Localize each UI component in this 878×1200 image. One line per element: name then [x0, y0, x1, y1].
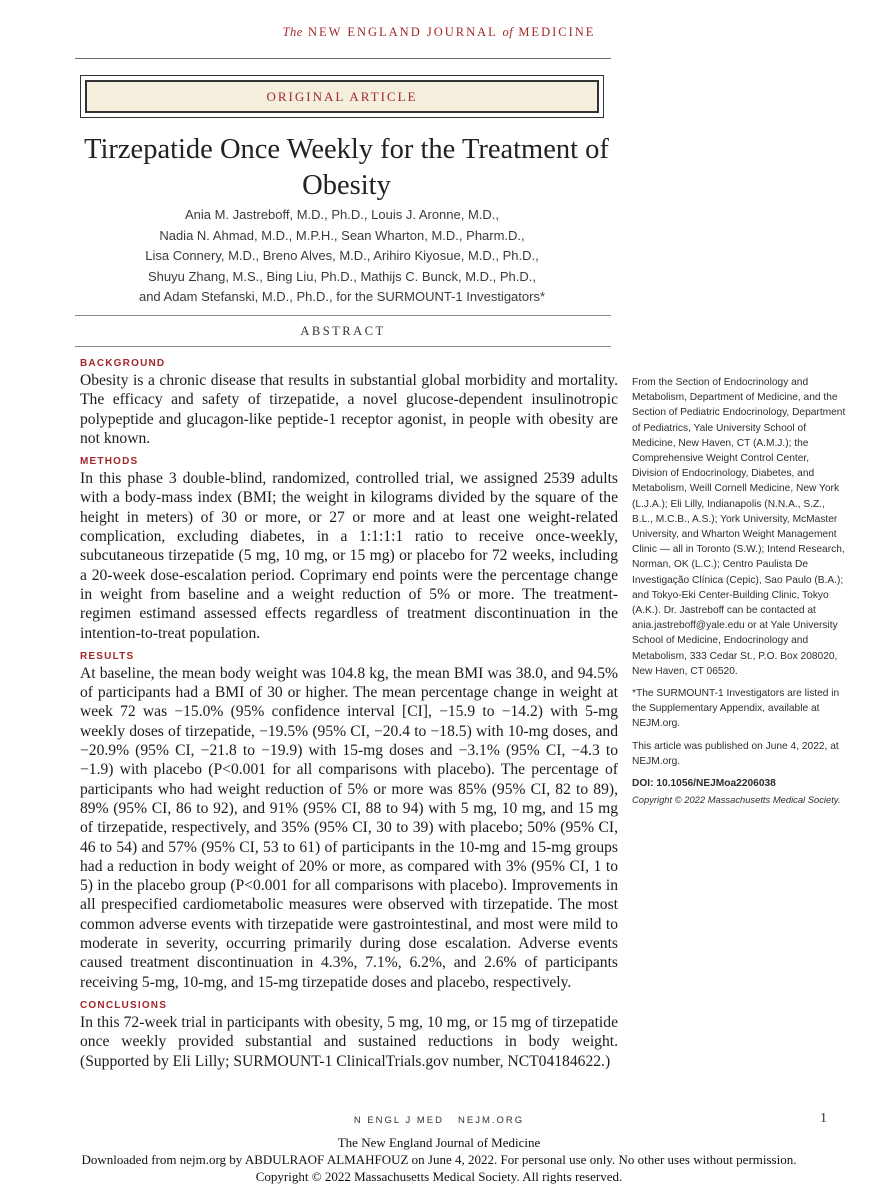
page-number: 1 [820, 1111, 827, 1126]
published-note: This article was published on June 4, 2022, at NEJM.org. [632, 740, 839, 767]
article-type-label: ORIGINAL ARTICLE [266, 88, 418, 104]
doi-text: DOI: 10.1056/NEJMoa2206038 [632, 778, 776, 790]
page-footer [0, 1115, 878, 1126]
investigators-note: *The SURMOUNT-1 Investigators are listed in the Supplementary Appendix, available at NEJM.org. [632, 688, 840, 730]
masthead-journal: NEW ENGLAND JOURNAL [307, 25, 498, 39]
footer-journal-abbrev: N ENGL J MED [353, 1115, 445, 1126]
download-journal-line: The New England Journal of Medicine [337, 1135, 541, 1150]
author-line: and Adam Stefanski, M.D., Ph.D., for the SURMOUNT-1 Investigators* [138, 289, 546, 305]
article-type-inner [85, 80, 599, 113]
sidebar-notes [632, 375, 846, 814]
affiliations-text: From the Section of Endocrinology and Metabolism, Department of Medicine, and the Section of Pediatric Endocrinology, Department of Pediatrics, Yale University School of Medicine, New Haven, CT (A.M.J.); the Comprehensive Weight Control Center, Division of Endocrinology, Diabetes, and Metabolism, Weill Cornell Medicine, New York (L.J.A.); Eli Lilly, Indianapolis (N.N.A., S.Z., B.L., M.C.B., A.S.); York University, McMaster University, and Wharton Weight Management Clinic — all in Toronto (S.W.); Intend Research, Norman, OK (L.C.); Centro Paulista De Investigação Clínica (Cepic), Sao Paulo (B.A.); and Tokyo-Eki Center-Building Clinic, Tokyo (A.K.). Dr. Jastreboff can be contacted at ania.jastreboff@yale.edu or at Yale University School of Medicine, Endocrinology and Metabolism, 333 Cedar St., P.O. Box 208020, New Haven, CT 06520. [632, 377, 846, 677]
author-line: Ania M. Jastreboff, M.D., Ph.D., Louis J. Aronne, M.D., [184, 207, 500, 222]
author-line: Lisa Connery, M.D., Breno Alves, M.D., Arihiro Kiyosue, M.D., Ph.D., [145, 248, 539, 264]
copyright-text: Copyright © 2022 Massachusetts Medical Society. [632, 794, 841, 806]
results-heading: RESULTS [80, 650, 135, 662]
abstract-body [80, 357, 618, 1078]
journal-masthead [0, 25, 878, 40]
conclusions-heading: CONCLUSIONS [80, 999, 168, 1011]
background-heading: BACKGROUND [80, 358, 166, 369]
abstract-heading-bar [75, 315, 611, 347]
top-divider [75, 58, 611, 59]
author-list [80, 205, 604, 308]
conclusions-text: In this 72-week trial in participants with obesity, 5 mg, 10 mg, or 15 mg of tirzepatide once weekly provided substantial and sustained reductions in body weight. (Supported by Eli Lilly; SURMOUNT-1 ClinicalTrials.gov number, NCT04184622.) [80, 1013, 618, 1070]
masthead-of: of [502, 25, 514, 39]
download-user-line: Downloaded from nejm.org by ABDULRAOF ALMAHFOUZ on June 4, 2022. For personal use only. No other uses without permission. [81, 1152, 797, 1167]
download-copyright-line: Copyright © 2022 Massachusetts Medical Society. All rights reserved. [255, 1169, 623, 1184]
footer-site: NEJM.ORG [458, 1115, 525, 1126]
masthead-the: The [282, 25, 303, 39]
article-type-box [80, 75, 604, 118]
article-title: Tirzepatide Once Weekly for the Treatment of Obesity [84, 134, 609, 201]
methods-text: In this phase 3 double-blind, randomized, controlled trial, we assigned 2539 adults with a body-mass index (BMI; the weight in kilograms divided by the square of the height in meters) of 30 or more, or 27 or more and at least one weight-related complication, excluding diabetes, in a 1:1:1:1 ratio to receive once-weekly, subcutaneous tirzepatide (5 mg, 10 mg, or 15 mg) or placebo for 72 weeks, including a 20-week dose-escalation period. Coprimary end points were the percentage change in weight from baseline and a weight reduction of 5% or more. The treatment-regimen estimand assessed effects regardless of treatment discontinuation in the intention-to-treat population. [80, 470, 618, 642]
author-line: Nadia N. Ahmad, M.D., M.P.H., Sean Wharton, M.D., Pharm.D., [159, 227, 525, 243]
abstract-heading: ABSTRACT [300, 323, 386, 338]
masthead-medicine: MEDICINE [518, 25, 596, 39]
author-line: Shuyu Zhang, M.S., Bing Liu, Ph.D., Mathijs C. Bunck, M.D., Ph.D., [148, 268, 536, 284]
methods-heading: METHODS [80, 456, 139, 468]
background-text: Obesity is a chronic disease that results in substantial global morbidity and mortality. The efficacy and safety of tirzepatide, a novel glucose-dependent insulinotropic polypeptide and glucagon-like peptide-1 receptor agonist, in people with obesity are not known. [80, 372, 618, 447]
results-text: At baseline, the mean body weight was 104.8 kg, the mean BMI was 38.0, and 94.5% of participants had a BMI of 30 or higher. The mean percentage change in weight at week 72 was −15.0% (95% confidence interval [CI], −15.9 to −14.2) with 5-mg weekly doses of tirzepatide, −19.5% (95% CI, −20.4 to −18.5) with 10-mg doses, and −20.9% (95% CI, −21.8 to −19.9) with 15-mg doses and −3.1% (95% CI, −4.3 to −1.9) with placebo (P<0.001 for all comparisons with placebo). The percentage of participants who had weight reduction of 5% or more was 85% (95% CI, 82 to 89), 89% (95% CI, 86 to 92), and 91% (95% CI, 88 to 94) with 5 mg, 10 mg, and 15 mg of tirzepatide, respectively, and 35% (95% CI, 30 to 39) with placebo; 50% (95% CI, 46 to 54) and 57% (95% CI, 53 to 61) of participants in the 10-mg and 15-mg groups had a reduction in body weight of 20% or more, as compared with 3% (95% CI, 1 to 5) in the placebo group (P<0.001 for all comparisons with placebo). Improvements in all prespecified cardiometabolic measures were observed with tirzepatide. The most common adverse events with tirzepatide were gastrointestinal, and most were mild to moderate in severity, occurring primarily during dose escalation. Adverse events caused treatment discontinuation in 4.3%, 7.1%, 6.2%, and 2.6% of participants receiving 5-mg, 10-mg, and 15-mg tirzepatide doses and placebo, respectively. [80, 664, 618, 991]
download-note [0, 1134, 878, 1185]
